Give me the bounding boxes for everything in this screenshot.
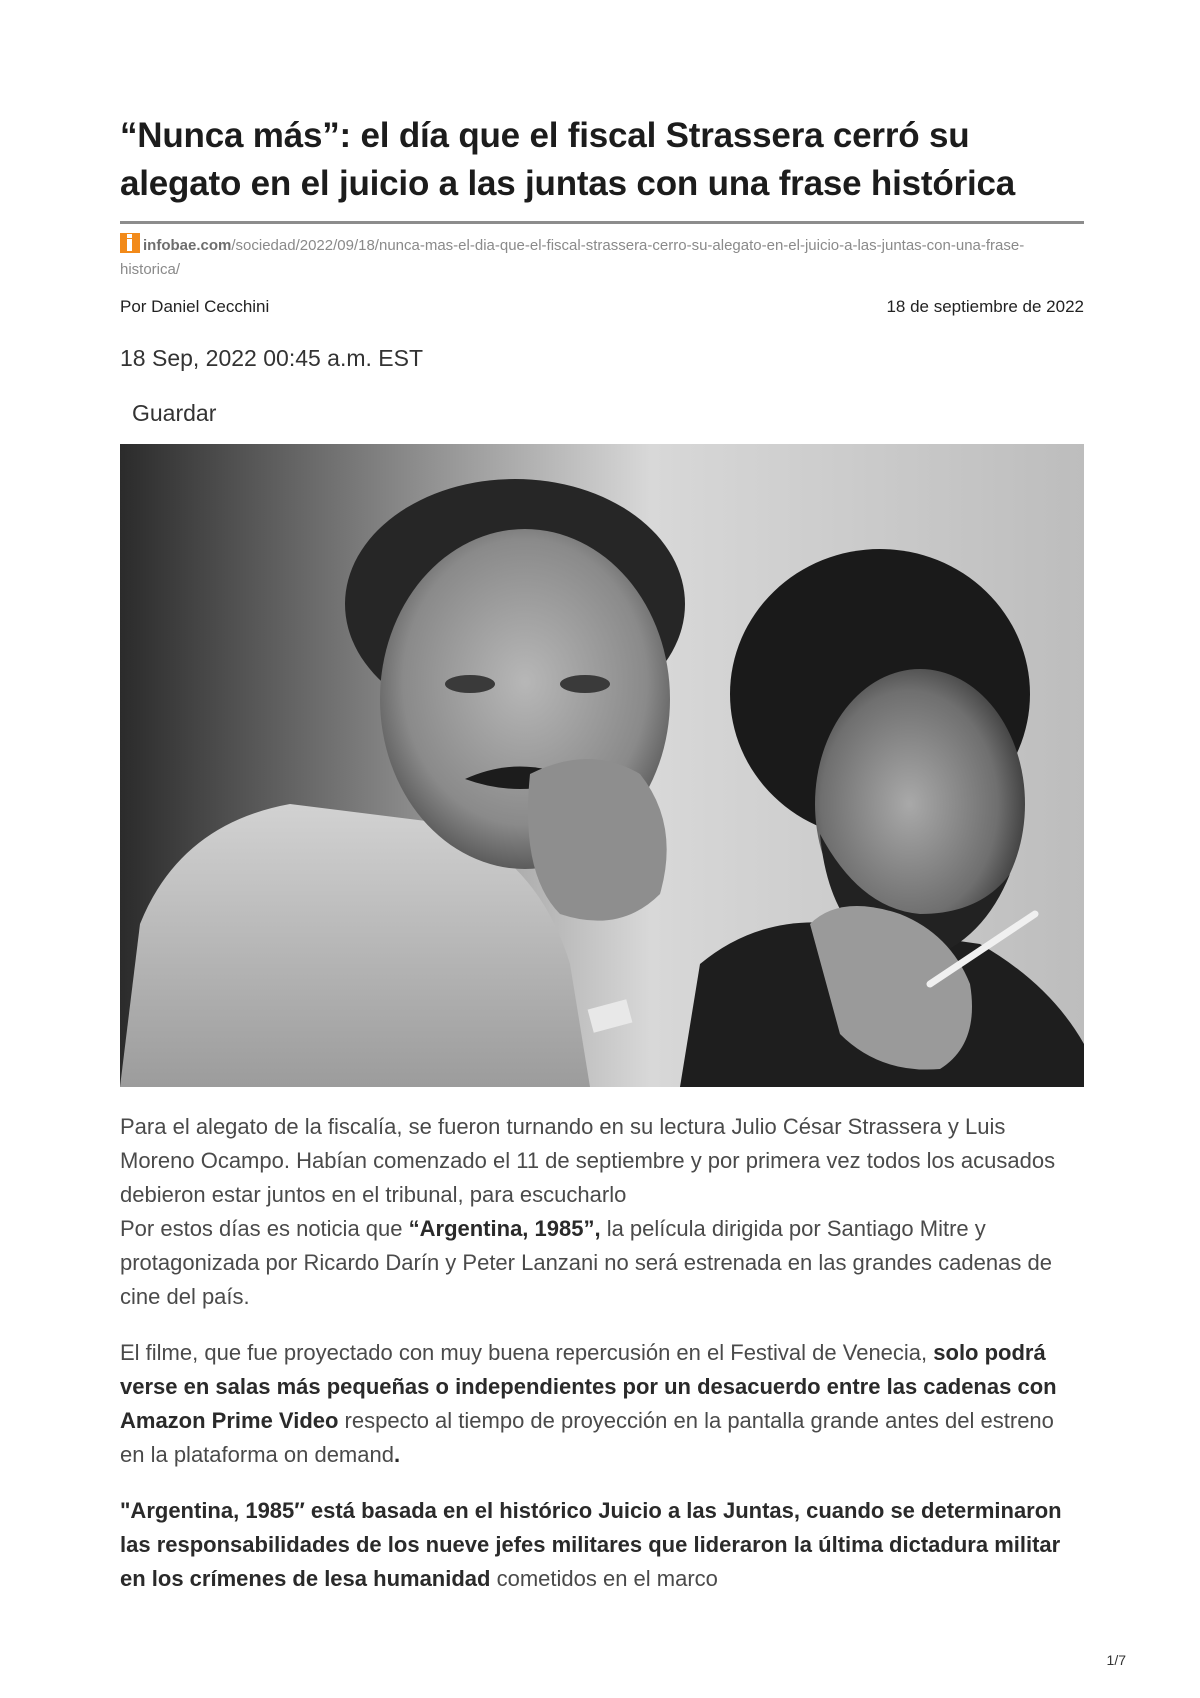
paragraph-3: "Argentina, 1985″ está basada en el histórico Juicio a las Juntas, cuando se determinaron las responsabilidades de los nueve jefes militares que lideraron la última dictadura militar en los crímenes de lesa humanidad cometidos en el marco — [120, 1498, 1062, 1591]
source-path: /sociedad/2022/09/18/nunca-mas-el-dia-que-el-fiscal-strassera-cerro-su-alegato-en-el-juicio-a-las-juntas-con-una-frase-historica/ — [120, 237, 1025, 278]
article-headline: “Nunca más”: el día que el fiscal Strassera cerró su alegato en el juicio a las juntas con una frase histórica — [120, 116, 1015, 203]
article-photo-image — [120, 444, 1084, 1087]
author-byline: Por Daniel Cecchini — [120, 297, 270, 316]
page-indicator: 1/7 — [1106, 1652, 1126, 1668]
photo-caption: Para el alegato de la fiscalía, se fueron turnando en su lectura Julio César Strassera y Luis Moreno Ocampo. Habían comenzado el 11 de septiembre y por primera vez todos los acusados debieron estar juntos en el tribunal, para escucharlo — [120, 1114, 1056, 1207]
publish-date: 18 de septiembre de 2022 — [886, 297, 1084, 316]
publish-timestamp: 18 Sep, 2022 00:45 a.m. EST — [120, 345, 424, 371]
save-button[interactable]: Guardar — [132, 400, 217, 426]
infobae-logo-icon — [120, 233, 140, 253]
paragraph-1: Por estos días es noticia que “Argentina, 1985”, la película dirigida por Santiago Mitre y protagonizada por Ricardo Darín y Peter Lanzani no será estrenada en las grandes cadenas de cine del país. — [120, 1216, 1052, 1309]
article-body — [120, 1110, 1084, 1596]
source-domain: infobae.com — [143, 237, 232, 254]
byline-row — [120, 295, 1084, 319]
source-url[interactable] — [120, 233, 1084, 282]
paragraph-2: El filme, que fue proyectado con muy buena repercusión en el Festival de Venecia, solo podrá verse en salas más pequeñas o independientes por un desacuerdo entre las cadenas con Amazon Prime Video respecto al tiempo de proyección en la pantalla grande antes del estreno en la plataforma on demand. — [120, 1340, 1057, 1467]
headline-divider — [120, 221, 1084, 224]
article-photo — [120, 444, 1084, 1087]
article-page — [120, 112, 1084, 1596]
